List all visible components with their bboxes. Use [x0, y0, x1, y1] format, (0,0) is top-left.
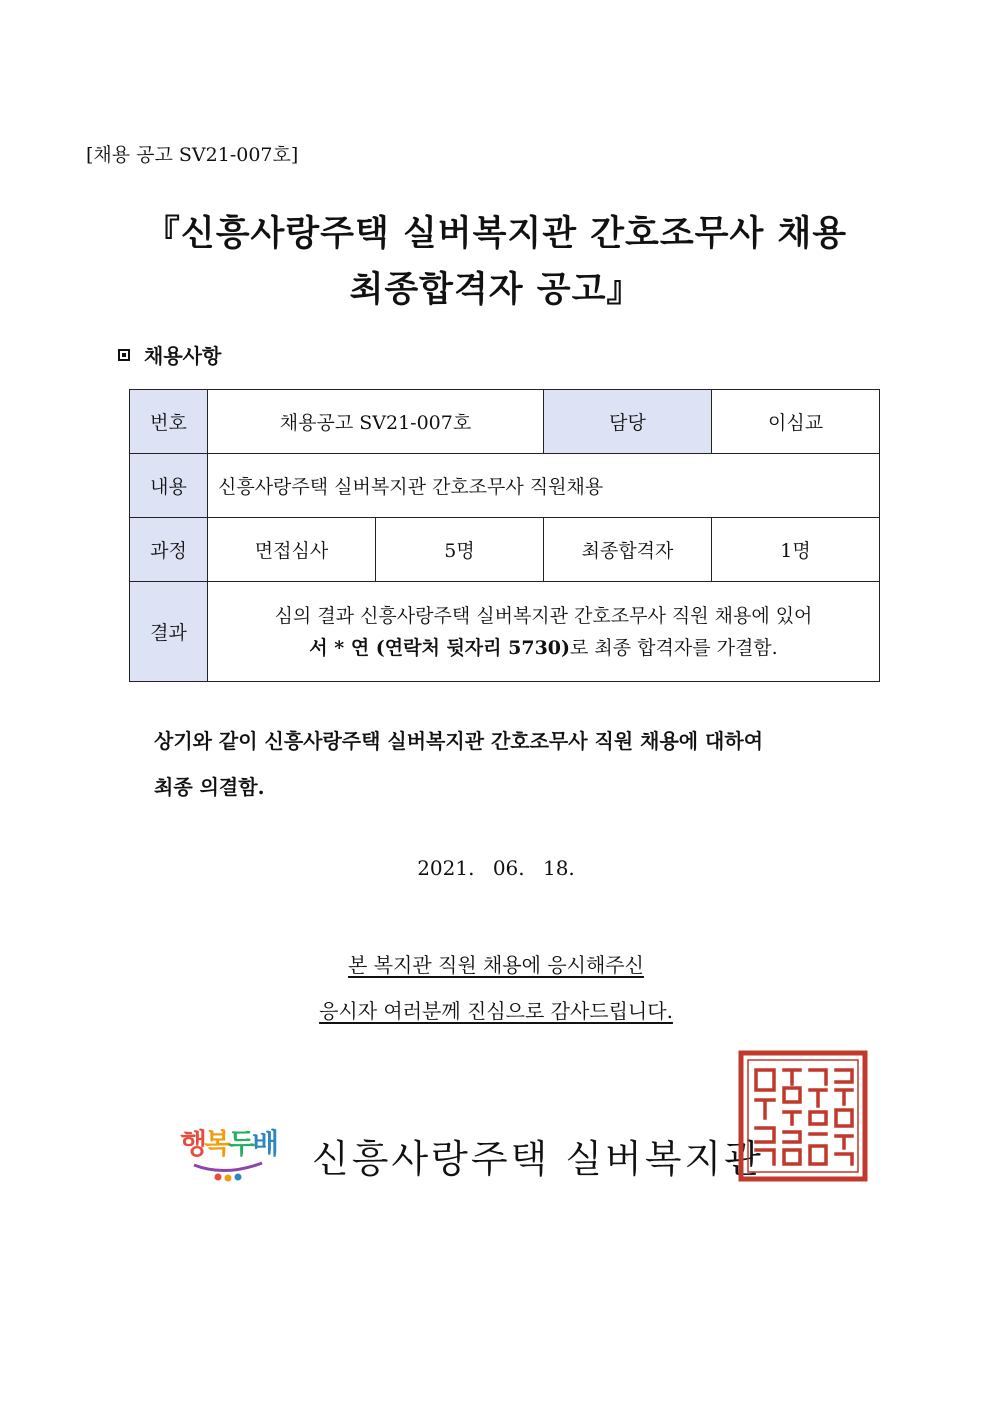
cell-final-count: 1명 — [712, 518, 880, 582]
section-heading-text: 채용사항 — [144, 344, 222, 368]
result-winner: 서 * 연 (연락처 뒷자리 5730) — [309, 636, 570, 659]
cell-content-label: 내용 — [130, 454, 208, 518]
cell-result-label: 결과 — [130, 582, 208, 682]
notice-date: 2021. 06. 18. — [417, 856, 575, 880]
svg-text:배: 배 — [252, 1127, 280, 1160]
svg-text:행: 행 — [180, 1127, 208, 1160]
body-paragraph — [154, 718, 884, 810]
notice-number: [채용 공고 SV21-007호] — [86, 144, 299, 166]
cell-final-label: 최종합격자 — [544, 518, 712, 582]
happiness-logo-icon — [180, 1115, 280, 1185]
cell-stage: 면접심사 — [208, 518, 376, 582]
table-row-content — [130, 454, 880, 518]
result-line1: 심의 결과 신흥사랑주택 실버복지관 간호조무사 직원 채용에 있어 — [274, 604, 813, 627]
cell-manager-label: 담당 — [544, 390, 712, 454]
result-line2 — [208, 632, 879, 664]
cell-number-label: 번호 — [130, 390, 208, 454]
organization-name: 신흥사랑주택 실버복지관 — [312, 1137, 764, 1181]
svg-text:복: 복 — [204, 1127, 232, 1160]
table-row-result — [130, 582, 880, 682]
cell-stage-count: 5명 — [376, 518, 544, 582]
cell-manager-value: 이심교 — [712, 390, 880, 454]
cell-result-value — [208, 582, 880, 682]
official-seal-icon — [738, 1050, 868, 1182]
thanks-line1: 본 복지관 직원 채용에 응시해주신 — [348, 953, 644, 977]
result-line2-rest: 로 최종 합격자를 가결함. — [570, 636, 778, 659]
square-bullet-icon — [118, 349, 130, 361]
document-title — [0, 206, 992, 318]
cell-number-value: 채용공고 SV21-007호 — [208, 390, 544, 454]
thanks-message — [0, 942, 992, 1034]
table-row-number — [130, 390, 880, 454]
document-title-line2: 최종합격자 공고』 — [349, 269, 643, 310]
document-title-line1: 『신흥사랑주택 실버복지관 간호조무사 채용 — [144, 213, 848, 254]
section-heading — [118, 340, 221, 369]
cell-process-label: 과정 — [130, 518, 208, 582]
svg-text:두: 두 — [228, 1127, 256, 1160]
table-row-process — [130, 518, 880, 582]
cell-content-value: 신흥사랑주택 실버복지관 간호조무사 직원채용 — [208, 454, 880, 518]
recruitment-table — [129, 389, 880, 682]
body-line1: 상기와 같이 신흥사랑주택 실버복지관 간호조무사 직원 채용에 대하여 — [154, 729, 764, 753]
thanks-line2: 응시자 여러분께 진심으로 감사드립니다. — [319, 999, 673, 1023]
body-line2: 최종 의결함. — [154, 775, 265, 799]
